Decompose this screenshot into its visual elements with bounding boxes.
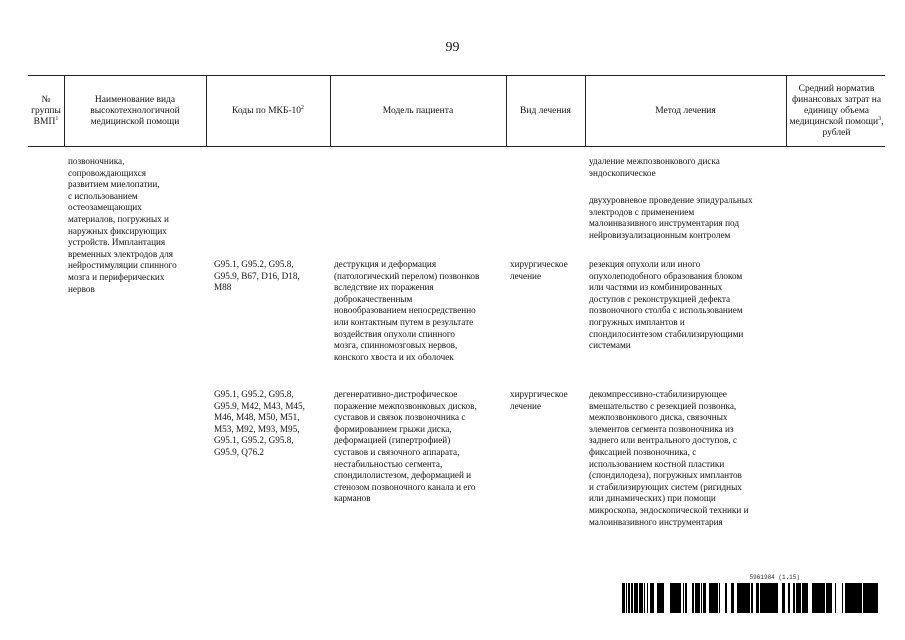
- header-care-type: Наименование вида высокотехнологичной медицинской помощи: [90, 94, 180, 127]
- row2-treatment-type: хирургическое лечение: [510, 389, 568, 411]
- header-group-number: № группы ВМП$^1$: [31, 94, 61, 127]
- table-header-bottom-rule: [28, 146, 885, 147]
- header-icd-codes: Коды по МКБ-$10^2$: [231, 104, 305, 116]
- column-divider: [64, 75, 65, 146]
- barcode-icon: [622, 583, 878, 613]
- row1-icd-codes: G95.1, G95.2, G95.8, G95.9, B67, D16, D18, M88: [214, 259, 300, 293]
- row1-treatment-method: резекция опухоли или иного опухолеподобного образования блоком или частями из комбинированных доступов с реконструкцией дефекта позвоночного столба с использованием погружных имплантов и спондилосинтезом стабилизирующими системами: [589, 259, 744, 351]
- header-treatment-type: Вид лечения: [520, 105, 571, 116]
- column-divider: [206, 75, 207, 146]
- column-divider: [786, 75, 787, 146]
- method-continued-2: двухуровневое проведение эпидуральных электродов с применением малоинвазивного инструментария под нейровизуализационным контролем: [589, 195, 753, 240]
- column-divider: [585, 75, 586, 146]
- row1-patient-model: деструкция и деформация (патологический перелом) позвонков вследствие их поражения доброкачественным новообразованием непосредственно или контактным путем в результате воздействия опухоли спинного мозга, спинномозговых нервов, конского хвоста и их оболочек: [334, 259, 480, 362]
- column-divider: [330, 75, 331, 146]
- row2-patient-model: дегенеративно-дистрофическое поражение межпозвонковых дисков, суставов и связок позвоночника с формированием грыжи диска, деформацией (гипертрофией) суставов и связочного аппарата, нестабильностью сегмента, спондилолистезом, деформацией и стенозом позвоночного канала и его карманов: [334, 389, 477, 504]
- row2-icd-codes: G95.1, G95.2, G95.8, G95.9, M42, M43, M45, M46, M48, M50, M51, M53, M92, M93, M95, G95.1, G95.2, G95.8, G95.9, Q76.2: [214, 389, 305, 457]
- header-cost-standard: Средний норматив финансовых затрат на единицу объема медицинской помощи$^3$, рублей: [789, 83, 884, 138]
- care-name-text: позвоночника, сопровождающихся развитием миелопатии, с использованием остеозамещающих материалов, погружных и наружных фиксирующих устройств. Имплантация временных электродов для нейростимуляции спинного мозга и периферических нервов: [68, 156, 177, 294]
- column-divider: [506, 75, 507, 146]
- header-patient-model: Модель пациента: [382, 105, 454, 116]
- header-treatment-method: Метод лечения: [655, 105, 716, 116]
- row2-treatment-method: декомпрессивно-стабилизирующее вмешательство с резекцией позвонка, межпозвонкового диска, связочных элементов сегмента позвоночника из заднего или вентрального доступов, с фиксацией позвоночника, с использованием костной пластики (спондилодеза), погружных имплантов и стабилизирующих систем (ригидных или динамических) при помощи микроскопа, эндоскопической техники и малоинвазивного инструментария: [589, 389, 749, 527]
- barcode-label: 5961984 (1.15): [749, 574, 800, 581]
- row1-treatment-type: хирургическое лечение: [510, 259, 568, 281]
- page-number: 99: [445, 40, 460, 55]
- method-continued-1: удаление межпозвонкового диска эндоскопическое: [589, 156, 720, 178]
